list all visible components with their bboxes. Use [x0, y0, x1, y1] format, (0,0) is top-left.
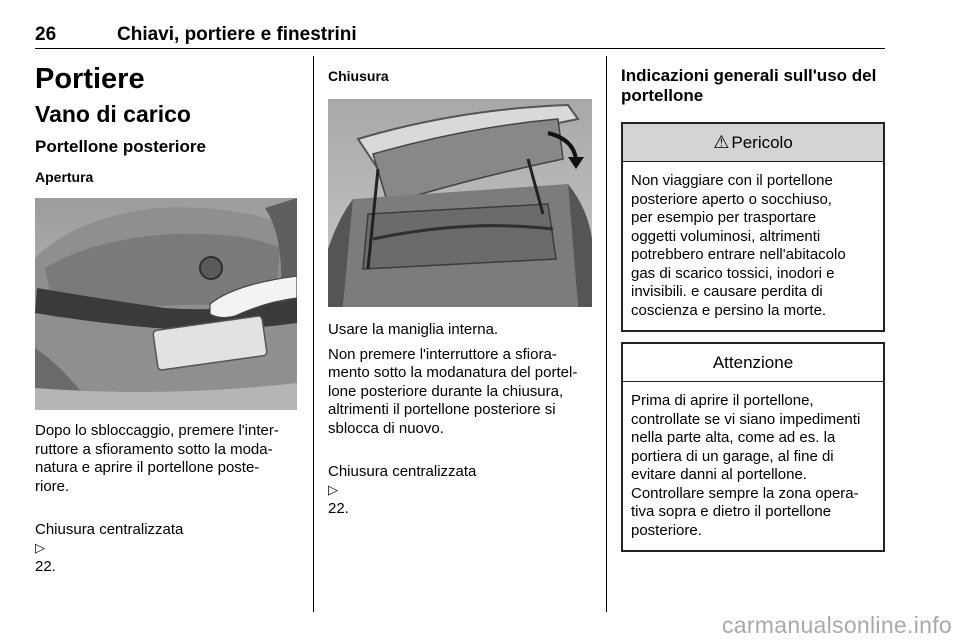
brand-emblem — [200, 257, 222, 279]
running-title: Chiavi, portiere e finestrini — [117, 24, 357, 45]
subsection-title: Vano di carico — [35, 101, 191, 127]
page-number: 26 — [35, 24, 57, 45]
column-1 — [35, 62, 300, 582]
cross-reference-text: Chiusura centralizzata — [328, 462, 477, 480]
reference-arrow-icon: ▷ — [35, 540, 45, 555]
caution-callout-header — [623, 344, 883, 382]
caution-title: Attenzione — [712, 352, 794, 372]
reference-arrow-icon: ▷ — [328, 482, 338, 497]
cross-reference-text: Chiusura centralizzata — [35, 520, 184, 538]
column-2 — [328, 62, 593, 524]
page-header — [35, 22, 885, 49]
column-divider — [606, 56, 607, 612]
topic-heading: Portellone posteriore — [35, 137, 206, 156]
danger-body: Non viaggiare con il portellone posteriore aperto o socchiuso, per esempio per trasportare oggetti voluminosi, altrimenti potrebbero entrare nell'abitacolo gas di scarico tossici, inodori e invisibili. e causare perdita di coscienza e persino la morte. — [631, 172, 846, 319]
cross-reference — [35, 502, 300, 576]
closing-paragraph-2: Non premere l'interruttore a sfiora- mento sotto la modanatura del portel- lone posteriore durante la chiusura, altrimenti il portellone posteriore si sblocca di nuovo. — [328, 345, 578, 437]
general-usage-heading: Indicazioni generali sull'uso del portellone — [621, 66, 877, 105]
section-title: Portiere — [35, 63, 145, 95]
cross-reference — [328, 444, 593, 518]
caution-body: Prima di aprire il portellone, controllate se vi siano impedimenti nella parte alta, come ad es. la portiera di un garage, al fine di evitare danni al portellone. Controllare sempre la zona opera- tiva sopra e dietro il portellone posteriore. — [631, 392, 861, 539]
cross-reference-page: 22. — [328, 499, 349, 517]
cross-reference-page: 22. — [35, 557, 56, 575]
warning-triangle-icon: ⚠ — [713, 132, 730, 152]
tailgate-opening-illustration — [35, 198, 297, 410]
closing-heading: Chiusura — [328, 68, 389, 84]
danger-callout — [621, 122, 885, 332]
tailgate-closing-illustration — [328, 99, 592, 307]
opening-heading: Apertura — [35, 169, 94, 185]
watermark: carmanualsonline.info — [721, 612, 952, 638]
column-divider — [313, 56, 314, 612]
caution-callout — [621, 342, 885, 552]
closing-paragraph-1: Usare la maniglia interna. — [328, 321, 499, 338]
danger-title: Pericolo — [731, 132, 793, 152]
opening-paragraph: Dopo lo sbloccaggio, premere l'inter- ruttore a sfioramento sotto la moda- natura e aprire il portellone poste- riore. — [35, 422, 279, 495]
danger-callout-header — [623, 124, 883, 162]
column-3 — [621, 62, 885, 562]
